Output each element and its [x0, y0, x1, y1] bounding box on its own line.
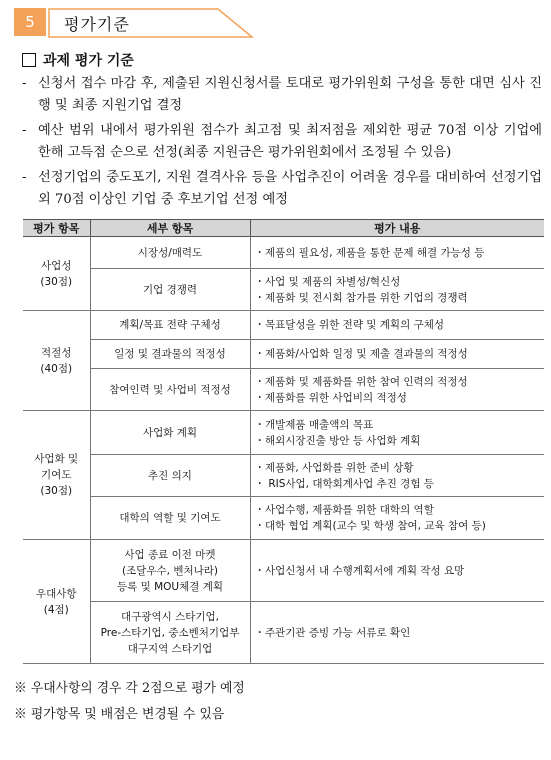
table-header-row: [23, 220, 544, 237]
footnotes: [14, 676, 245, 728]
sub-item-cell: 참여인력 및 사업비 적정성: [90, 369, 250, 411]
category-cell: 우대사항 (4점): [23, 540, 90, 664]
table-row: [23, 340, 544, 369]
footnote: ※ 평가항목 및 배점은 변경될 수 있음: [14, 707, 225, 722]
table-row: [23, 269, 544, 311]
header-category: 평가 항목: [23, 220, 90, 237]
content-cell: ・사업신청서 내 수행계획서에 계획 작성 요망: [250, 540, 544, 602]
content-cell: ・사업수행, 제품화를 위한 대학의 역할 ・대학 협업 계획(교수 및 학생 참여, 교육 참여 등): [250, 497, 544, 540]
table-row: [23, 237, 544, 269]
content-cell: ・목표달성을 위한 전략 및 계획의 구체성: [250, 311, 544, 340]
bullet-text: 신청서 접수 마감 후, 제출된 지원신청서를 토대로 평가위원회 구성을 통한 대면 심사 진행 및 최종 지원기업 결정: [38, 76, 542, 113]
subsection-heading: [22, 50, 134, 70]
bullet-item: [22, 167, 542, 210]
header-content: 평가 내용: [250, 220, 544, 237]
content-cell: ・주관기관 증빙 가능 서류로 확인: [250, 602, 544, 664]
category-cell: 적절성 (40점): [23, 311, 90, 411]
content-cell: ・제품의 필요성, 제품을 통한 문제 해결 가능성 등: [250, 237, 544, 269]
content-cell: ・제품화 및 제품화를 위한 참여 인력의 적정성 ・제품화를 위한 사업비의 적정성: [250, 369, 544, 411]
table-row: [23, 369, 544, 411]
header-sub-item: 세부 항목: [90, 220, 250, 237]
bullet-text: 선정기업의 중도포기, 지원 결격사유 등을 사업추진이 어려울 경우를 대비하여 선정기업 외 70점 이상인 기업 중 후보기업 선정 예정: [38, 170, 542, 207]
evaluation-table: [23, 219, 544, 664]
table-row: [23, 311, 544, 340]
table-row: [23, 455, 544, 497]
category-cell: 사업화 및 기여도 (30점): [23, 411, 90, 540]
sub-item-cell: 사업화 계획: [90, 411, 250, 455]
checkbox-square-icon: [22, 53, 36, 67]
table-row: [23, 497, 544, 540]
sub-item-cell: 기업 경쟁력: [90, 269, 250, 311]
section-number: 5: [14, 8, 46, 36]
bullet-item: [22, 120, 542, 163]
category-cell: 사업성 (30점): [23, 237, 90, 311]
content-cell: ・제품화, 사업화를 위한 준비 상황 ・ RIS사업, 대학회계사업 추진 경험 등: [250, 455, 544, 497]
table-row: [23, 411, 544, 455]
sub-item-cell: 사업 종료 이전 마켓 (조달우수, 벤처나라) 등록 및 MOU체결 계획: [90, 540, 250, 602]
dash-icon: -: [22, 170, 27, 185]
content-cell: ・사업 및 제품의 차별성/혁신성 ・제품화 및 전시회 참가를 위한 기업의 경쟁력: [250, 269, 544, 311]
dash-icon: -: [22, 76, 27, 91]
criteria-bullet-list: [22, 73, 542, 214]
section-header: [14, 8, 244, 38]
table-row: [23, 602, 544, 664]
sub-item-cell: 대학의 역할 및 기여도: [90, 497, 250, 540]
content-cell: ・개발제품 매출액의 목표 ・해외시장진출 방안 등 사업화 계획: [250, 411, 544, 455]
footnote: ※ 우대사항의 경우 각 2점으로 평가 예정: [14, 681, 245, 696]
sub-item-cell: 대구광역시 스타기업, Pre-스타기업, 중소벤처기업부 대구지역 스타기업: [90, 602, 250, 664]
bullet-item: [22, 73, 542, 116]
sub-item-cell: 일정 및 결과물의 적정성: [90, 340, 250, 369]
dash-icon: -: [22, 123, 27, 138]
section-title: 평가기준: [64, 15, 130, 34]
content-cell: ・제품화/사업화 일정 및 제출 결과물의 적정성: [250, 340, 544, 369]
sub-item-cell: 시장성/매력도: [90, 237, 250, 269]
sub-item-cell: 추진 의지: [90, 455, 250, 497]
sub-item-cell: 계획/목표 전략 구체성: [90, 311, 250, 340]
subsection-heading-text: 과제 평가 기준: [43, 53, 134, 69]
bullet-text: 예산 범위 내에서 평가위원 점수가 최고점 및 최저점을 제외한 평균 70점 이상 기업에 한해 고득점 순으로 선정(최종 지원금은 평가위원회에서 조정될 수 있음): [38, 123, 542, 160]
table-row: [23, 540, 544, 602]
